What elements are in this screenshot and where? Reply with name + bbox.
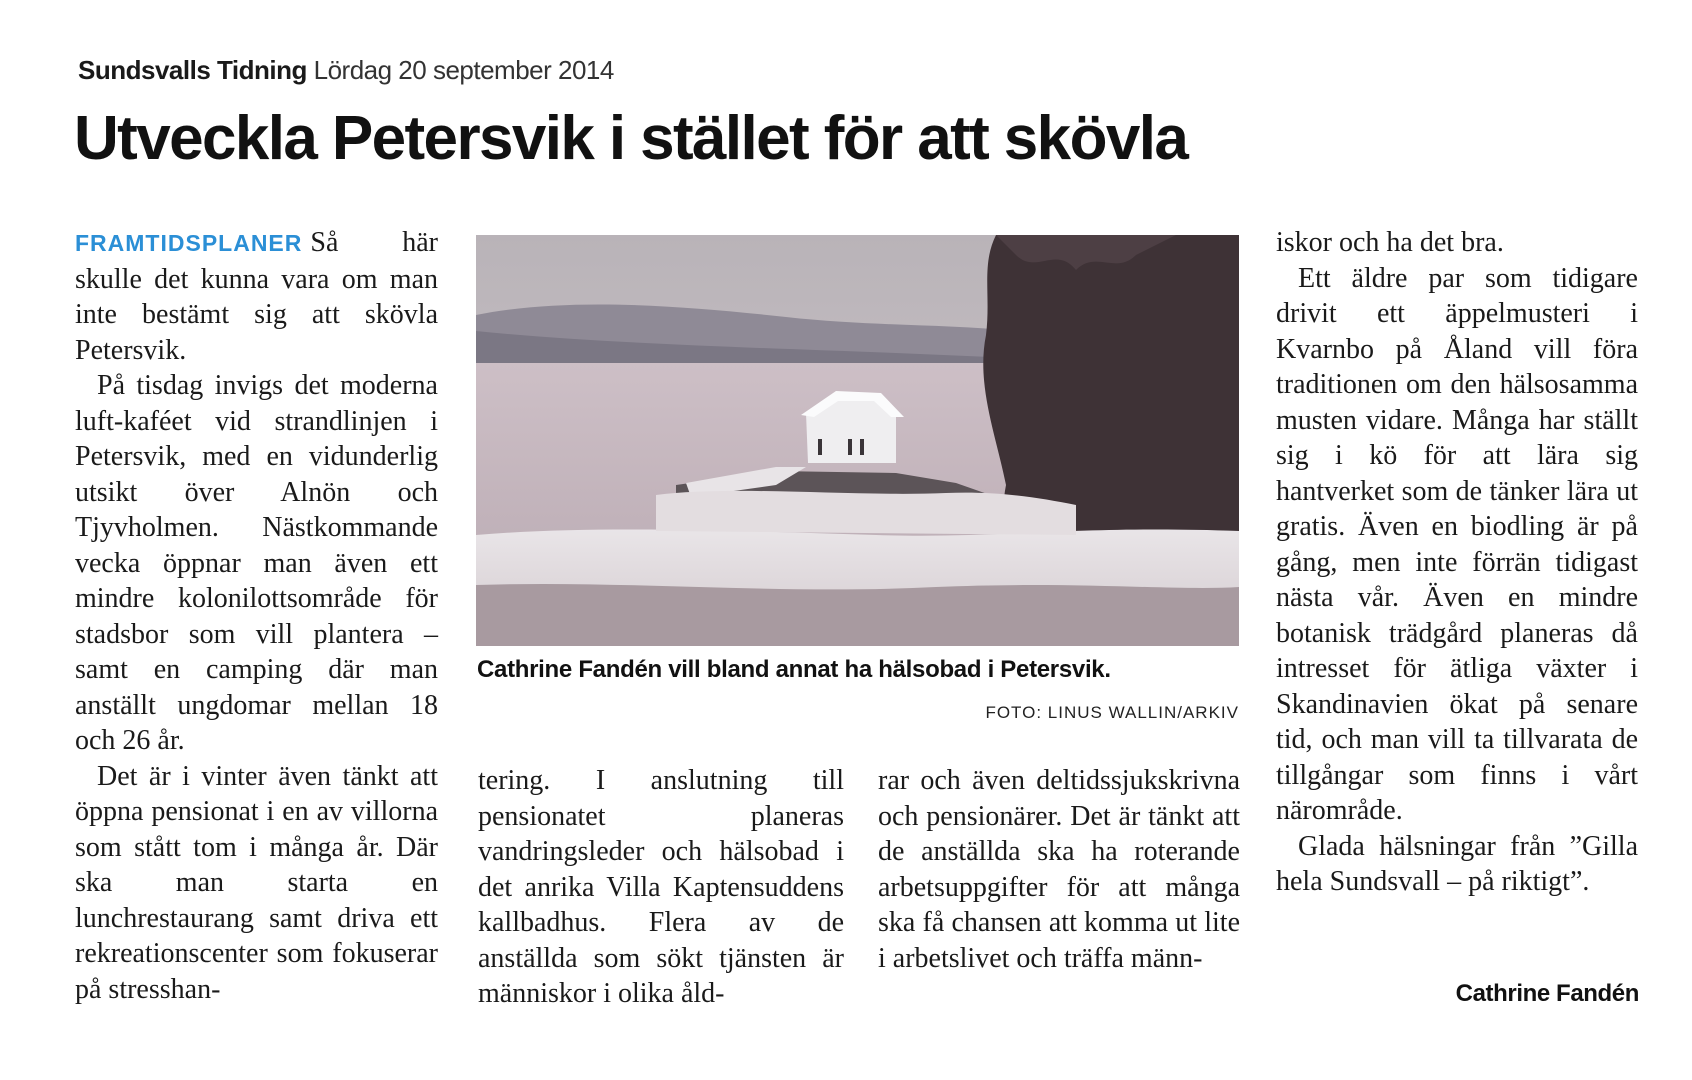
paragraph: Ett äldre par som tidigare drivit ett äppelmusteri i Kvarnbo på Åland vill föra traditionen om den hälsosamma musten vidare. Många har ställt sig i kö för att lära sig hantverket som de tänker lära ut gratis. Även en biodling är på gång, men inte förrän tidigast nästa vår. Även en mindre botanisk trädgård planeras då intresset för ätliga växter i Skandinavien ökat på senare tid, och man vill ta tillvarata de tillgångar som finns i vårt närområde. [1276, 262, 1638, 826]
article-column-4 [1276, 225, 1638, 900]
paragraph: tering. I anslutning till pensionatet planeras vandringsleder och hälsobad i det anrika Villa Kaptensuddens kallbadhus. Flera av de anställda som sökt tjänsten är människor i olika åld- [478, 765, 844, 1009]
lead-text: Så här skulle det kunna vara om man inte bestämt sig att skövla Petersvik. [75, 227, 438, 366]
paragraph: rar och även deltidssjukskrivna och pensionärer. Det är tänkt att de anställda ska ha roterande arbetsuppgifter för att många ska få chansen att komma ut lite i arbetslivet och träffa männ- [878, 765, 1240, 974]
paragraph: Glada hälsningar från ”Gilla hela Sundsvall – på riktigt”. [1276, 830, 1638, 897]
publication-date: Lördag 20 september 2014 [313, 55, 614, 85]
article-column-2 [478, 763, 844, 1012]
newspaper-name: Sundsvalls Tidning [78, 55, 307, 85]
lead-paragraph [75, 225, 438, 368]
article-photo [476, 235, 1239, 646]
paragraph: Det är i vinter även tänkt att öppna pensionat i en av villorna som stått tom i många år. Där ska man starta en lunchrestaurang samt driva ett rekreationscenter som fokuserar på stresshan- [75, 760, 438, 1005]
paragraph: iskor och ha det bra. [1276, 227, 1504, 258]
headline: Utveckla Petersvik i stället för att skövla [74, 104, 1188, 173]
kicker: FRAMTIDSPLANER [75, 230, 303, 256]
paragraph: På tisdag invigs det moderna luft-kaféet vid strandlinjen i Petersvik, med en vidunderlig utsikt över Alnön och Tjyvholmen. Nästkommande vecka öppnar man även ett mindre kolonilottsområde för stadsbor som vill plantera – samt en camping där man anställt ungdomar mellan 18 och 26 år. [75, 370, 438, 756]
winter-lake-photo [476, 235, 1239, 646]
photo-credit: FOTO: LINUS WALLIN/ARKIV [985, 703, 1239, 722]
masthead [78, 55, 614, 86]
article-column-1 [75, 225, 438, 1007]
byline: Cathrine Fandén [1455, 980, 1639, 1007]
article-column-3 [878, 763, 1240, 976]
photo-caption: Cathrine Fandén vill bland annat ha hälsobad i Petersvik. [477, 656, 1111, 683]
